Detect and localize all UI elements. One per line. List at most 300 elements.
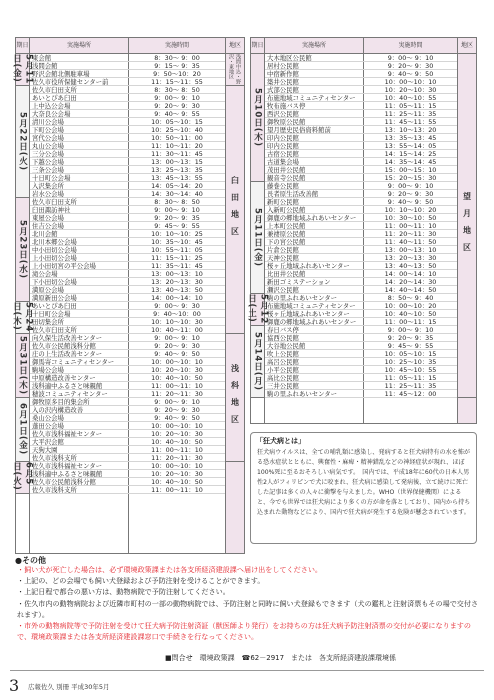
time-cell: 9：40～ 9：50 [387,70,434,78]
place-cell: 三分公会場 [32,150,64,158]
table-row [30,350,225,358]
time-cell: 10：05～10：15 [384,350,437,358]
place-cell: 佐久市臼田支所 [32,326,77,334]
place-cell: 満原公会場 [32,286,64,294]
note-item: ・上記の、どの会場でも飼い犬登録および予防注射を受けることができます。 [17,576,265,586]
place-cell: 天狗大園 [32,446,58,454]
time-cell: 11：40～11：50 [384,238,437,246]
time-cell: 14：05～14：20 [151,182,203,190]
place-cell: 東会館 [32,54,52,62]
right-schedule-table [246,37,477,424]
place-cell: 駒の里ふれあいセンター [267,294,338,302]
area-label: 浅間中込・野沢・東地区 [228,54,241,84]
time-cell: 9：50～10：20 [153,70,201,78]
place-cell: 浅間会館 [32,62,58,70]
place-cell: 三条公会場 [32,166,64,174]
time-cell: 9：00～ 9：10 [154,94,200,102]
time-cell: 11：20～11：30 [151,454,203,462]
table-row [265,294,457,302]
place-cell: 上中込公会場 [32,102,71,110]
place-cell: 佐久市浅科福祉センター [32,430,103,438]
date-cell [16,398,29,462]
place-cell: 向久保生活改善センター [32,334,103,342]
place-cell: 佐久市公民館浅科分館 [32,342,96,350]
place-cell: 下小田切公会場 [32,278,77,286]
table-row [265,358,457,366]
time-cell: 14：35～14：45 [384,158,437,166]
date-label: 5月10日(木) [252,87,263,147]
time-cell: 10：20～10：30 [384,86,437,94]
place-cell: 高比公民館 [267,374,299,382]
place-cell: 兼褄原公民館 [267,230,306,238]
place-cell: 御鹿の郷地域ふれあいセンター [267,214,357,222]
time-cell: 14：00～14：10 [384,270,437,278]
place-cell: 上小田切公会場 [32,254,77,262]
time-cell: 10：25～10：40 [151,126,203,134]
table-row [30,174,225,182]
time-cell: 9：00～ 9：10 [154,334,200,342]
table-row [265,110,457,118]
table-row [265,254,457,262]
place-cell: 居村公民館 [267,62,299,70]
table-row [30,214,225,222]
place-cell: 中原構造改善センター [32,374,96,382]
table-row [30,54,225,62]
table-row [30,382,225,390]
table-row [30,470,225,478]
table-row [30,446,225,454]
time-cell: 9：15～ 9：35 [154,62,200,70]
place-cell: 下町公会場 [32,126,64,134]
place-cell: 大奈良公会場 [32,110,71,118]
place-cell: 丸山公会場 [32,142,64,150]
time-cell: 10：20～10：30 [151,470,203,478]
time-cell: 11：05～11：15 [384,102,437,110]
header-date: 期日 [251,42,264,49]
time-cell: 11：30～11：45 [151,150,203,158]
table-row [30,326,225,334]
time-cell: 10：45～10：55 [384,366,437,374]
area-label: 浅科地区 [230,363,240,432]
place-cell: 上本町公民館 [267,222,306,230]
area-cell [226,54,244,86]
area-cell [226,334,244,462]
place-cell: 野沢会館北側駐車場 [32,70,90,78]
time-cell: 11：45～12：00 [384,390,437,398]
place-cell: 大谷地公民館 [267,342,306,350]
place-cell: 佐久市浅科支所 [32,486,77,494]
table-row [30,462,225,470]
time-cell: 13：10～13：20 [384,126,437,134]
table-row [265,286,457,294]
table-row [265,94,457,102]
time-cell: 13：40～13：50 [384,262,437,270]
time-cell: 10：40～10：50 [151,478,203,486]
date-cell [11,302,34,334]
time-cell: 10：05～10：15 [151,118,203,126]
time-cell: 9：40～ 9：50 [154,350,200,358]
place-cell: あいとぴあ臼田 [32,302,77,310]
table-row [30,198,225,206]
time-cell: 10：10～10：25 [151,230,203,238]
place-cell: 駒の里ふれあいセンター [267,390,338,398]
time-cell: 10：40～10：55 [384,94,437,102]
table-row [265,118,457,126]
time-cell: 9：20～ 9：30 [154,406,200,414]
rabies-info-body: 狂犬病ウイルスは、全ての哺乳類に感染し、発病すると狂犬病特有の水を怖がる恐水症状とともに、興奮性・麻痺・精神錯乱などの神経症状が現れ、ほぼ100%死に至るおそろしい病気です。 国内では、平成18年に60代の日本人男性2人がフィリピンで犬に咬まれ、狂犬病に感染して発病後、立て続けに死亡した記事は多くの人々に衝撃を与えました。WHO（世界保健機関）によると、今でも世界では狂犬病により多くの方が命を落としており、国内から持ち込まれた動物などにより、国内で狂犬病が発生する危険が懸念されています。 [257,449,471,516]
time-cell: 11：00～11：10 [151,382,203,390]
place-cell: 浅科適中ふるさと味親館 [32,382,103,390]
note-item: ・上記日程で都合の悪い方は、動物病院で予防注射してください。 [17,587,230,597]
place-cell: 入の沢内構造改善 [32,406,84,414]
table-row [30,486,225,494]
time-cell: 9：40～ 9：50 [154,414,200,422]
area-column [226,54,244,553]
time-cell: 11：20～11：30 [384,230,437,238]
table-row [30,430,225,438]
time-cell: 8：30～ 9：00 [154,54,200,62]
table-row [30,422,225,430]
rabies-info-title: 「狂犬病とは」 [256,437,305,445]
place-cell: 岩水公会場 [32,190,64,198]
place-cell: 藤巻公民館 [267,182,299,190]
place-cell: 上小田切宮の平公会場 [32,262,96,270]
time-cell: 13：00～13：15 [151,158,203,166]
time-cell: 10：10～10：20 [384,206,437,214]
table-row [30,230,225,238]
place-cell: 入新町公民館 [267,206,306,214]
time-cell: 9：20～ 9：35 [154,214,200,222]
date-cell [251,326,264,398]
table-row [30,238,225,246]
time-cell: 14：20～14：30 [384,278,437,286]
place-cell: 小平公民館 [267,366,299,374]
time-cell: 10：20～10：30 [151,366,203,374]
time-cell: 9：00～ 9：10 [154,206,200,214]
table-row [265,342,457,350]
date-label: 5月14日(月) [252,331,263,391]
table-row [30,286,225,294]
place-cell: 比田井公民館 [267,270,306,278]
place-cell: 十日町公会場 [32,310,71,318]
table-row [30,126,225,134]
table-row [30,478,225,486]
place-cell: 駒場公会場 [32,366,64,374]
place-cell: 庄の上生活改善センター [32,350,103,358]
time-cell: 10：00～10：10 [151,462,203,470]
place-cell: 三井公民館 [267,382,299,390]
place-cell: 西沢公民館 [267,110,299,118]
time-cell: 9：40～ 9：55 [154,110,200,118]
time-cell: 13：00～13：10 [151,270,203,278]
table-row [30,334,225,342]
header-place: 実施場所 [301,42,326,49]
place-cell: 田切集会所 [32,318,64,326]
time-cell: 11：15～11：55 [151,78,203,86]
time-cell: 10：00～10：10 [384,78,437,86]
table-row [30,302,225,310]
time-cell: 14：40～14：50 [384,286,437,294]
time-cell: 13：20～13：30 [151,278,203,286]
time-cell: 14：15～14：25 [384,150,437,158]
time-cell: 9：20～ 9：30 [387,190,434,198]
place-cell: あいとぴあ臼田 [32,94,77,102]
table-row [30,166,225,174]
table-row [265,374,457,382]
place-cell: 古道集会場 [267,158,299,166]
table-row [265,238,457,246]
place-cell: 式部公民館 [267,86,299,94]
place-cell: 北川会館 [32,230,58,238]
time-cell: 15：20～15：30 [384,174,437,182]
table-row [265,366,457,374]
header-area: 地区 [228,42,241,49]
date-label: 5月31日(木) [17,335,28,395]
table-row [30,294,225,302]
table-row [265,262,457,270]
place-cell: 御馬寄コミュニティセンター [32,358,115,366]
table-row [265,126,457,134]
footer-divider [10,670,484,671]
place-cell: 瀬沢公民館 [267,286,299,294]
time-cell: 9：45～ 9：55 [387,342,434,350]
table-row [265,158,457,166]
table-row [30,342,225,350]
time-cell: 10：25～10：35 [384,358,437,366]
time-cell: 9：20～ 9：30 [154,342,200,350]
table-row [265,310,457,318]
place-cell: 下の宮公民館 [267,238,306,246]
time-cell: 10：35～10：45 [151,238,203,246]
date-cell [16,334,29,398]
time-cell: 9：45～ 9：55 [154,222,200,230]
header-date: 期日 [16,42,29,49]
place-cell: 佐久市浅科福祉センター [32,462,103,470]
time-cell: 9：00～ 9：10 [387,182,434,190]
time-cell: 8：50～ 9：40 [387,294,434,302]
table-row [265,182,457,190]
table-row [265,222,457,230]
place-cell: 中小田切公会場 [32,246,77,254]
time-cell: 10：55～11：05 [151,246,203,254]
place-cell: 高呂公民館 [267,358,299,366]
table-row [30,406,225,414]
time-cell: 8：30～ 8：50 [154,198,200,206]
place-cell: 十日町公会場 [32,174,71,182]
table-row [265,326,457,334]
place-cell: 長者原生活改善館 [267,190,319,198]
place-cell: 佐久市浅科支所 [32,454,77,462]
table-row [265,78,457,86]
date-label: 5月22日(火) [17,111,28,171]
time-cell: 9：00～ 9：10 [387,54,434,62]
time-cell: 13：45～13：55 [151,174,203,182]
table-row [30,390,225,398]
time-cell: 11：10～11：20 [151,142,203,150]
header-place: 実施場所 [66,42,91,49]
time-cell: 14：00～14：10 [151,294,203,302]
time-cell: 11：35～11：45 [151,262,203,270]
date-label: 5月11日(金) [11,54,34,85]
place-cell: 浅科適中ふるさと味親館 [32,470,103,478]
time-cell: 10：20～10：30 [151,430,203,438]
date-label: 5月11日(金) [252,207,263,267]
time-cell: 11：05～11：15 [384,374,437,382]
area-column [458,54,476,423]
table-row [30,102,225,110]
page-number: 3 [9,676,20,695]
table-row [30,366,225,374]
header-area: 地区 [460,42,473,49]
table-row [265,166,457,174]
table-row [30,414,225,422]
place-cell: 佐久市役所保健センター前 [32,78,109,86]
table-row [30,254,225,262]
table-row [265,230,457,238]
table-row [265,142,457,150]
table-header [16,38,244,54]
table-row [30,78,225,86]
table-row [30,158,225,166]
date-cell [246,294,269,326]
place-cell: 御牧原多目的集会所 [32,398,90,406]
area-label: 臼田地区 [230,175,240,244]
time-cell: 13：20～13：30 [384,254,437,262]
place-cell: 望月歴史民俗資料館前 [267,126,331,134]
table-row [265,390,457,398]
place-cell: 入沢集会所 [32,182,64,190]
table-row [265,246,457,254]
other-section-title: ●その他 [15,556,46,565]
time-cell: 13：40～13：50 [151,286,203,294]
date-cell [251,54,264,182]
note-item: ・飼い犬が死亡した場合は、必ず環境政策課または各支所経済建設課へ届け出をしてください。 [17,565,323,574]
table-row [30,190,225,198]
time-cell: 10：40～10：50 [151,438,203,446]
time-cell: 11：00～11：10 [384,222,437,230]
table-row [265,382,457,390]
place-cell: 御牧原公民館 [267,118,306,126]
place-cell: 臼田諏訪神社 [32,206,71,214]
place-cell: 佐久市公民館浅科分館 [32,478,96,486]
table-row [265,270,457,278]
time-cell: 11：45～11：55 [384,118,437,126]
time-cell: 10：40～10：50 [151,374,203,382]
time-cell: 10：50～11：00 [151,134,203,142]
table-row [30,318,225,326]
area-label: 望月地区 [462,191,472,260]
place-cell: 蓬田公会場 [32,422,64,430]
date-label: 5月12日(土) [246,294,269,325]
time-cell: 9：20～ 9：30 [154,102,200,110]
place-cell: 御鹿の郷地域ふれあいセンター [267,318,357,326]
table-row [30,150,225,158]
date-cell [11,462,34,494]
rabies-info-box [250,432,477,544]
time-cell: 14：30～14：40 [151,190,203,198]
note-item: ・佐久市内の動物病院および近隣市町村の一部の動物病院では、予防注射と同時に飼い犬登録もできます（犬の鑑札と注射済票もその場で交付されます）。 [17,598,479,619]
place-cell: 印内公民館 [267,134,299,142]
place-cell: 大平沢会館 [32,438,64,446]
place-cell: 新町公民館 [267,198,299,206]
table-row [265,86,457,94]
table-row [30,182,225,190]
date-label: 6月1日(金) [17,403,28,456]
time-cell: 13：00～13：10 [384,246,437,254]
table-row [30,438,225,446]
time-cell: 13：55～14：05 [384,142,437,150]
table-row [30,94,225,102]
time-cell: 11：00～11：10 [151,486,203,494]
table-row [265,334,457,342]
place-cell: 築井公民館 [267,78,299,86]
date-cell [11,54,34,86]
table-row [30,310,225,318]
table-row [30,110,225,118]
date-label: 5月23日(水) [17,219,28,279]
table-row [265,102,457,110]
left-schedule-table [11,37,245,554]
table-row [265,350,457,358]
footer-publication: 広報佐久 別冊 平成30年5月 [28,683,110,691]
table-row [265,62,457,70]
place-cell: 協西公民館 [267,334,299,342]
place-cell: 天神公民館 [267,254,299,262]
table-row [30,278,225,286]
date-cell [16,198,29,302]
place-cell: 宮代公会場 [32,134,64,142]
place-cell: 古宿公民館 [267,150,299,158]
note-item: ・市外の動物病院等で予防注射を受けて狂犬病予防注射済証（獣医師より発行）をお持ちの方は狂犬病予防注射済票の交付が必要になりますので、環境政策課または各支所経済建設課窓口で手続きを行なってください。 [17,621,471,642]
table-row [30,206,225,214]
time-cell: 8：30～ 8：50 [154,86,200,94]
table-row [265,70,457,78]
time-cell: 11：20～11：30 [151,390,203,398]
table-row [265,318,457,326]
place-cell: 新田ゴミステーション [267,278,331,286]
table-row [30,142,225,150]
place-cell: 住吉公会場 [32,222,64,230]
place-cell: 吹上公民館 [267,350,299,358]
place-cell: 春日バス停 [267,326,299,334]
inquiry-line: ■問合せ 環境政策課 ☎62－2917 または 各支所経済建設課環境係 [165,654,397,662]
place-cell: 中宿新作館 [267,70,299,78]
place-cell: 清川公会場 [32,118,64,126]
date-cell [16,86,29,198]
table-row [265,278,457,286]
place-cell: 桜ヶ丘地域ふれあいセンター [267,262,350,270]
place-cell: 滝公会場 [32,270,58,278]
table-row [265,150,457,158]
time-cell: 11：15～11：25 [151,254,203,262]
table-row [265,134,457,142]
time-cell: 9：40～10：00 [153,310,201,318]
place-cell: 穂波コミュニティセンター [32,390,108,398]
place-cell: 牧布施バス停 [267,102,306,110]
time-cell: 9：00～ 9：10 [387,326,434,334]
area-cell [226,86,244,334]
table-row [30,374,225,382]
time-cell: 10：00～10：10 [151,422,203,430]
table-row [30,270,225,278]
table-row [30,118,225,126]
place-cell: 東屋公会場 [32,214,64,222]
area-cell [458,54,476,398]
table-row [30,454,225,462]
table-row [30,398,225,406]
place-cell: 片倉公民館 [267,246,299,254]
time-cell: 10：40～11：00 [151,326,203,334]
